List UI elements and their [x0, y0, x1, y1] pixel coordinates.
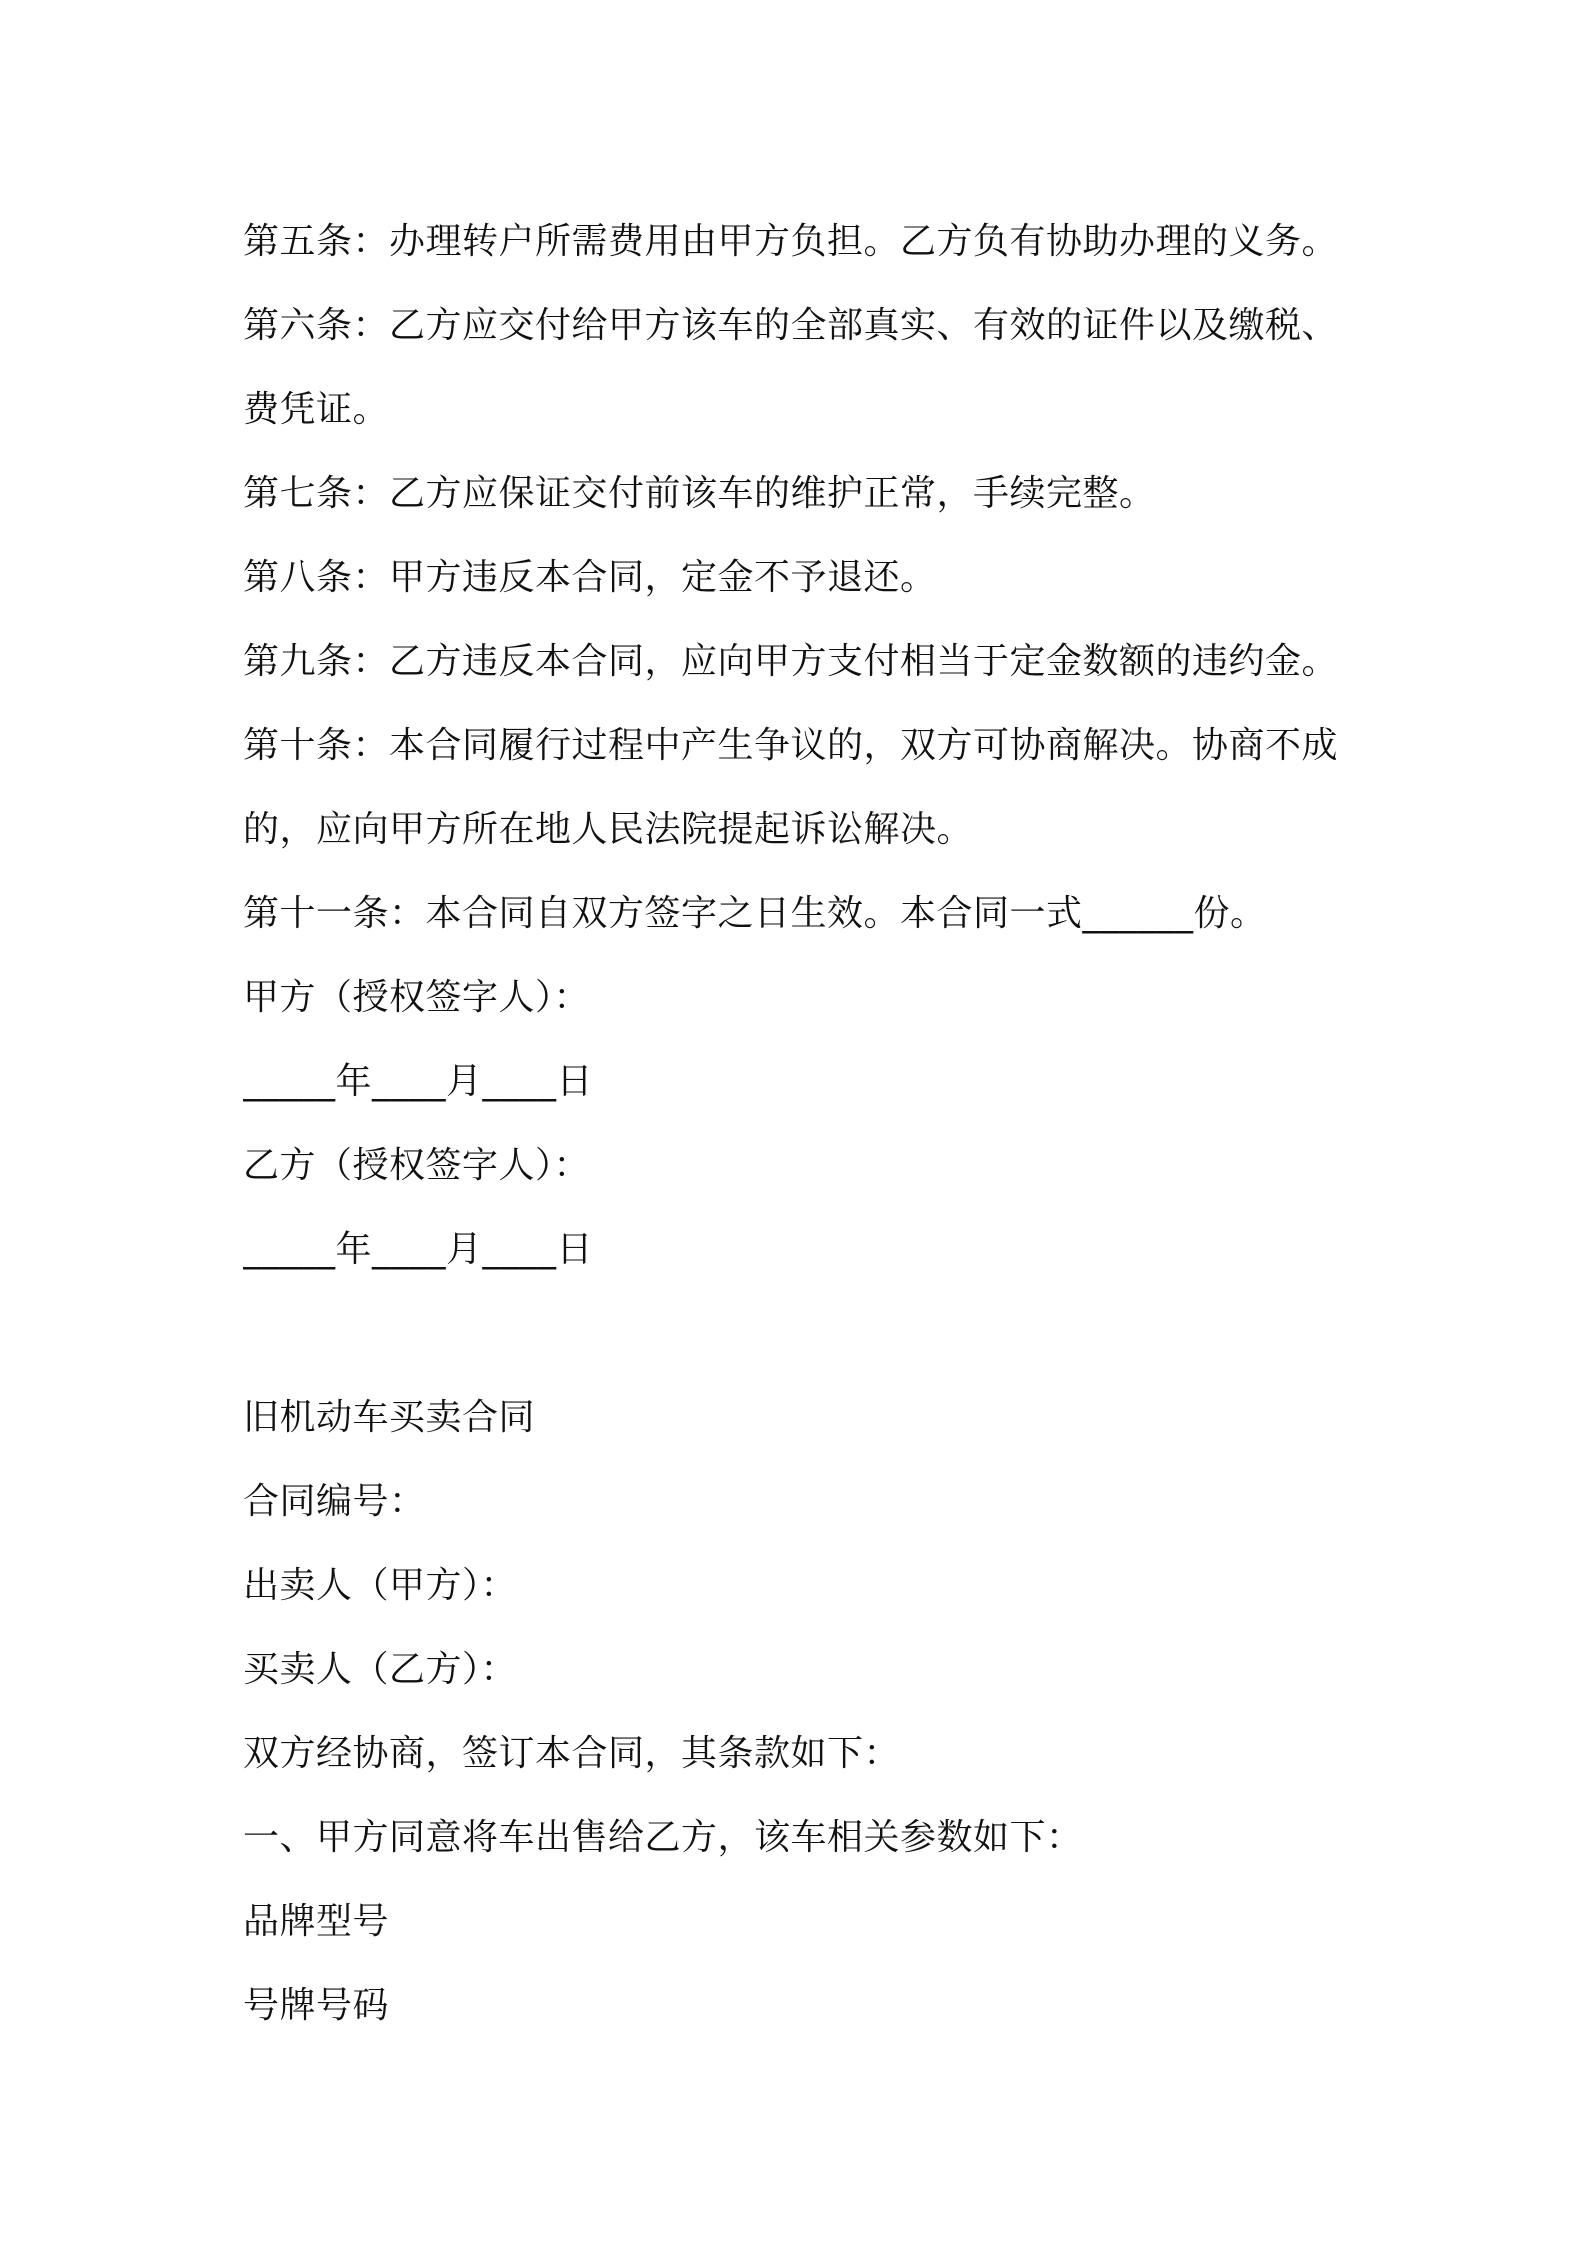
clause-9: 第九条：乙方违反本合同，应向甲方支付相当于定金数额的违约金。 — [243, 641, 1339, 682]
clause-11: 第十一条：本合同自双方签字之日生效。本合同一式______份。 — [243, 893, 1267, 934]
party-a-signature-label: 甲方（授权签字人）： — [243, 977, 591, 1018]
clause-6-line-2: 费凭证。 — [243, 389, 390, 430]
plate-number-label: 号牌号码 — [243, 1985, 390, 2026]
seller-label: 出卖人（甲方）： — [243, 1565, 518, 1606]
clause-10-line-2: 的，应向甲方所在地人民法院提起诉讼解决。 — [243, 809, 974, 850]
second-contract-title: 旧机动车买卖合同 — [243, 1397, 536, 1438]
clause-8: 第八条：甲方违反本合同，定金不予退还。 — [243, 557, 937, 598]
section-spacer — [243, 1292, 1353, 1376]
clause-6-line-1: 第六条：乙方应交付给甲方该车的全部真实、有效的证件以及缴税、 — [243, 305, 1339, 346]
contract-intro: 双方经协商，签订本合同，其条款如下： — [243, 1733, 901, 1774]
brand-model-label: 品牌型号 — [243, 1901, 390, 1942]
clause-5: 第五条：办理转户所需费用由甲方负担。乙方负有协助办理的义务。 — [243, 221, 1339, 262]
contract-number-label: 合同编号： — [243, 1481, 426, 1522]
party-b-signature-label: 乙方（授权签字人）： — [243, 1145, 591, 1186]
item-1: 一、甲方同意将车出售给乙方，该车相关参数如下： — [243, 1817, 1083, 1858]
clause-7: 第七条：乙方应保证交付前该车的维护正常，手续完整。 — [243, 473, 1156, 514]
clause-10-line-1: 第十条：本合同履行过程中产生争议的，双方可协商解决。协商不成 — [243, 725, 1339, 766]
party-b-date: _____年____月____日 — [243, 1229, 594, 1270]
buyer-label: 买卖人（乙方）： — [243, 1649, 518, 1690]
party-a-date: _____年____月____日 — [243, 1061, 594, 1102]
document-body — [243, 200, 1353, 2048]
